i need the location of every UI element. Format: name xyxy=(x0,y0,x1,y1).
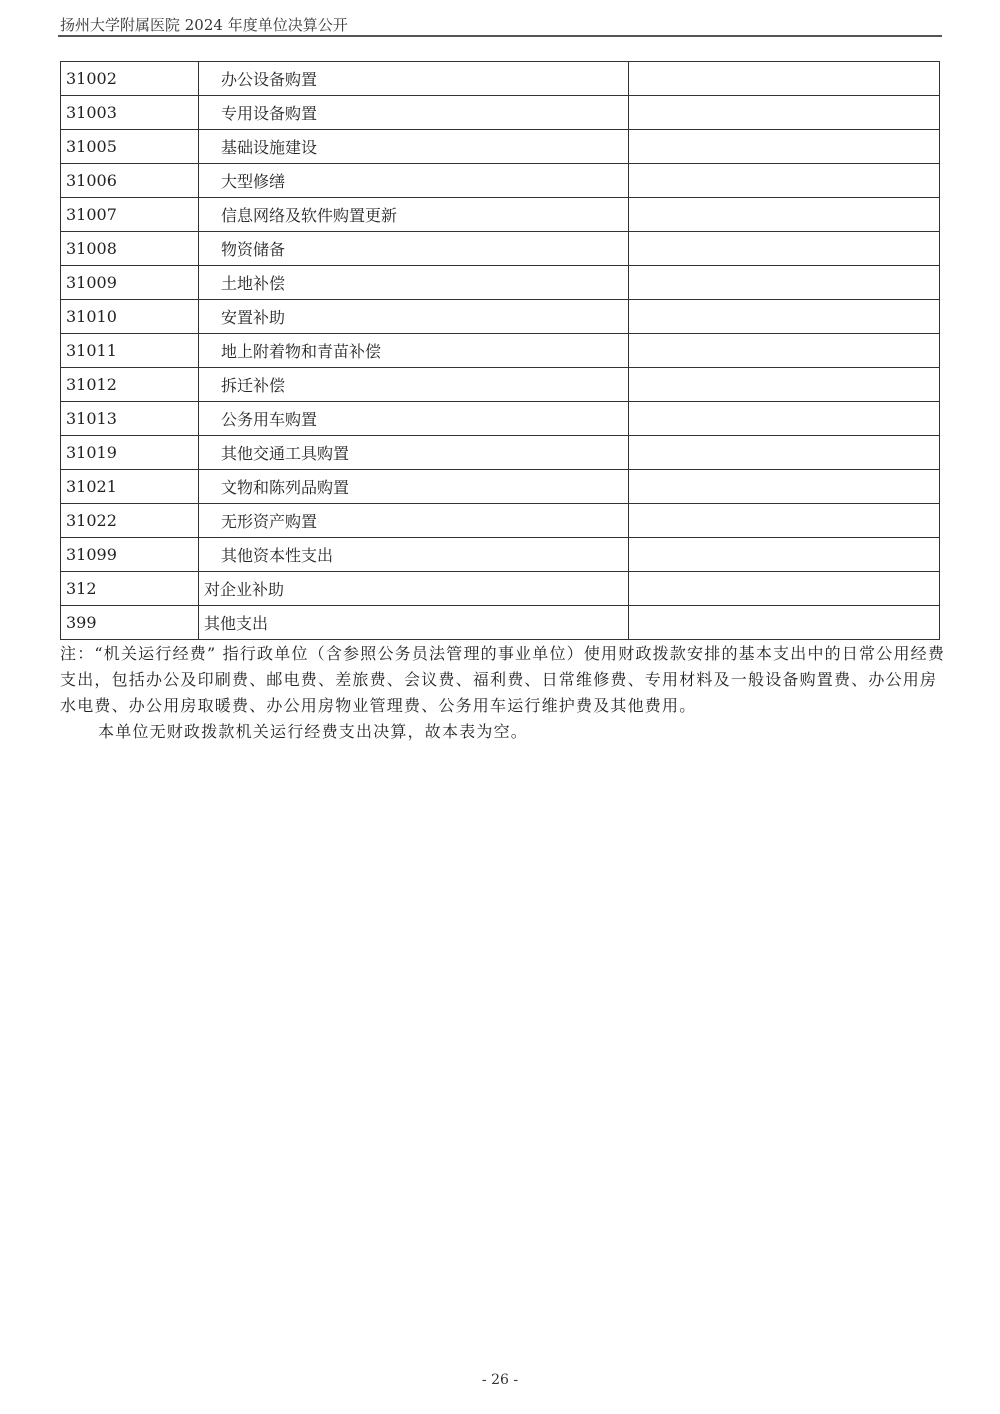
cell-amount xyxy=(629,62,940,96)
cell-code: 31021 xyxy=(61,470,199,504)
table-row xyxy=(61,402,940,436)
table-row xyxy=(61,368,940,402)
table-row xyxy=(61,96,940,130)
table-note xyxy=(60,641,946,745)
cell-item-name: 专用设备购置 xyxy=(199,96,629,130)
cell-item-name: 物资储备 xyxy=(199,232,629,266)
table-row xyxy=(61,266,940,300)
table-row xyxy=(61,334,940,368)
cell-code: 31009 xyxy=(61,266,199,300)
cell-code: 31012 xyxy=(61,368,199,402)
document-header-title: 扬州大学附属医院 2024 年度单位决算公开 xyxy=(60,16,348,34)
cell-item-name: 文物和陈列品购置 xyxy=(199,470,629,504)
cell-code: 31019 xyxy=(61,436,199,470)
cell-code: 31010 xyxy=(61,300,199,334)
cell-amount xyxy=(629,334,940,368)
table-row xyxy=(61,470,940,504)
cell-item-name: 安置补助 xyxy=(199,300,629,334)
cell-code: 31099 xyxy=(61,538,199,572)
cell-code: 31006 xyxy=(61,164,199,198)
table-row xyxy=(61,538,940,572)
cell-item-name: 其他交通工具购置 xyxy=(199,436,629,470)
cell-item-name: 土地补偿 xyxy=(199,266,629,300)
cell-code: 31022 xyxy=(61,504,199,538)
table-body xyxy=(61,62,940,640)
cell-code: 31011 xyxy=(61,334,199,368)
cell-amount xyxy=(629,300,940,334)
cell-code: 31013 xyxy=(61,402,199,436)
cell-item-name: 拆迁补偿 xyxy=(199,368,629,402)
cell-code: 312 xyxy=(61,572,199,606)
cell-item-name: 无形资产购置 xyxy=(199,504,629,538)
cell-code: 31007 xyxy=(61,198,199,232)
cell-amount xyxy=(629,164,940,198)
cell-item-name: 大型修缮 xyxy=(199,164,629,198)
note-empty-statement: 本单位无财政拨款机关运行经费支出决算，故本表为空。 xyxy=(98,722,529,741)
cell-amount xyxy=(629,606,940,640)
cell-code: 31003 xyxy=(61,96,199,130)
table-row xyxy=(61,232,940,266)
cell-code: 399 xyxy=(61,606,199,640)
cell-amount xyxy=(629,368,940,402)
cell-item-name: 公务用车购置 xyxy=(199,402,629,436)
cell-amount xyxy=(629,572,940,606)
cell-item-name: 其他支出 xyxy=(199,606,629,640)
cell-amount xyxy=(629,470,940,504)
page-number: - 26 - xyxy=(481,1372,519,1388)
note-definition: 注：“机关运行经费” 指行政单位（含参照公务员法管理的事业单位）使用财政拨款安排的基本支出中的日常公用经费支出，包括办公及印刷费、邮电费、差旅费、会议费、福利费、日常维修费、专用材料及一般设备购置费、办公用房水电费、办公用房取暖费、办公用房物业管理费、公务用车运行维护费及其他费用。 xyxy=(60,644,946,715)
cell-amount xyxy=(629,402,940,436)
expenditure-table xyxy=(60,61,940,640)
cell-item-name: 地上附着物和青苗补偿 xyxy=(199,334,629,368)
table-row xyxy=(61,164,940,198)
cell-amount xyxy=(629,232,940,266)
cell-code: 31002 xyxy=(61,62,199,96)
table-row xyxy=(61,606,940,640)
cell-item-name: 办公设备购置 xyxy=(199,62,629,96)
cell-amount xyxy=(629,436,940,470)
cell-amount xyxy=(629,504,940,538)
table-row xyxy=(61,300,940,334)
table-row xyxy=(61,130,940,164)
cell-code: 31005 xyxy=(61,130,199,164)
cell-item-name: 其他资本性支出 xyxy=(199,538,629,572)
cell-item-name: 基础设施建设 xyxy=(199,130,629,164)
cell-amount xyxy=(629,538,940,572)
cell-code: 31008 xyxy=(61,232,199,266)
cell-amount xyxy=(629,96,940,130)
table-row xyxy=(61,504,940,538)
table-row xyxy=(61,572,940,606)
table-row xyxy=(61,198,940,232)
cell-amount xyxy=(629,198,940,232)
header-divider xyxy=(58,35,942,37)
cell-item-name: 信息网络及软件购置更新 xyxy=(199,198,629,232)
cell-amount xyxy=(629,266,940,300)
cell-item-name: 对企业补助 xyxy=(199,572,629,606)
table-row xyxy=(61,436,940,470)
table-row xyxy=(61,62,940,96)
cell-amount xyxy=(629,130,940,164)
